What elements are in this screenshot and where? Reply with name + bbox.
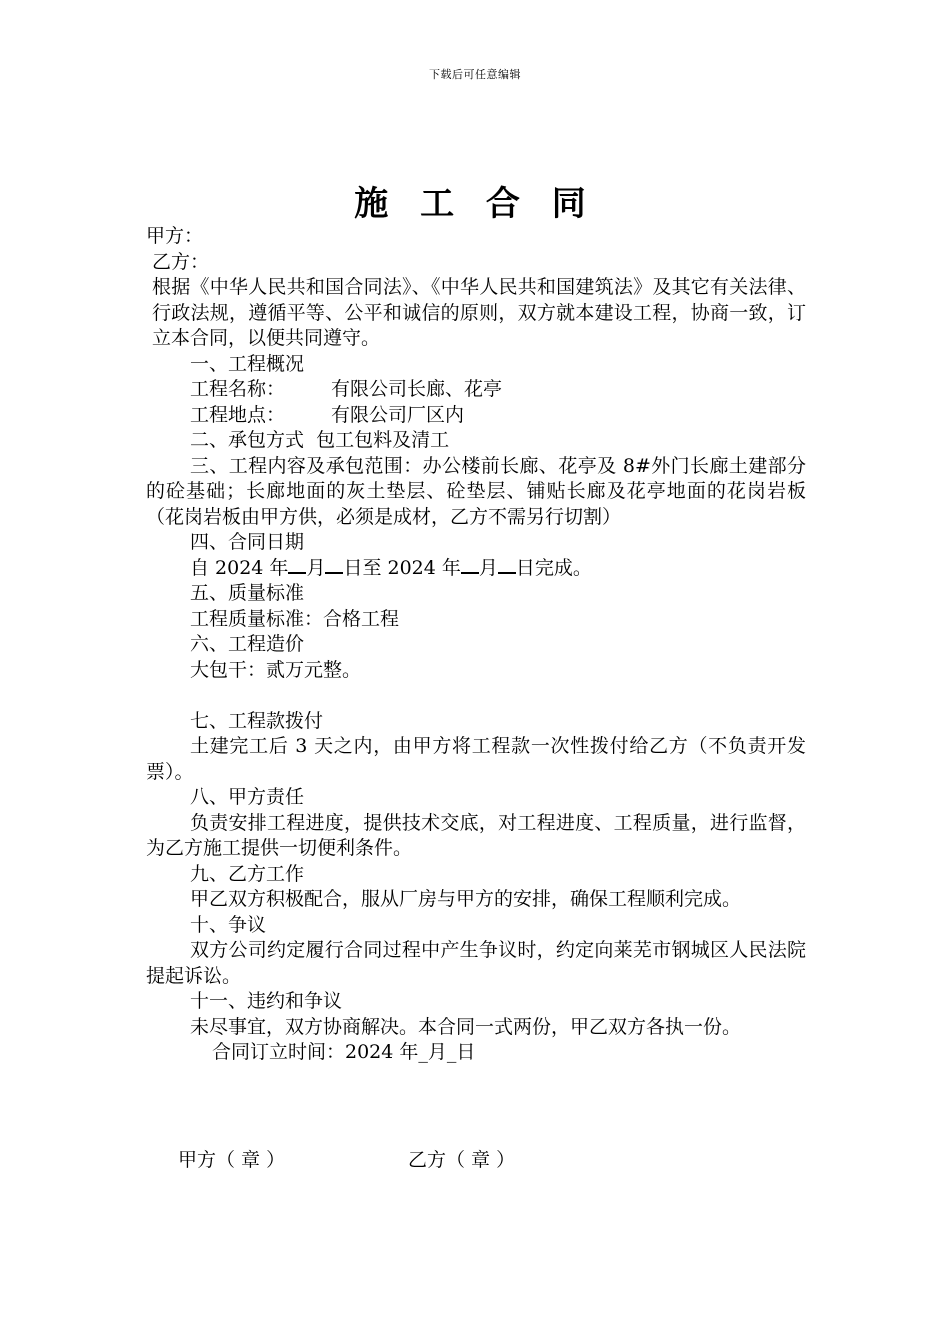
section-9-paragraph: 甲乙双方积极配合，服从厂房与甲方的安排，确保工程顺利完成。 <box>190 888 742 910</box>
section-2-line: 二、承包方式 包工包料及清工 <box>190 429 450 451</box>
contract-period-line <box>146 556 806 582</box>
section-4-heading: 四、合同日期 <box>190 531 305 553</box>
contract-body <box>146 224 806 1066</box>
party-b-seal: 乙方（ 章 ） <box>408 1149 516 1171</box>
project-name-value: 有限公司长廊、花亭 <box>331 378 503 400</box>
section-3-paragraph: 三、工程内容及承包范围：办公楼前长廊、花亭及 8#外门长廊土建部分的砼基础；长廊地面的灰土垫层、砼垫层、铺贴长廊及花亭地面的花岗岩板（花岗岩板由甲方供，必须是成材，乙方不需另行切割） <box>146 454 806 528</box>
month-blank-1 <box>288 558 306 574</box>
seal-row <box>178 1145 516 1172</box>
section-9-heading: 九、乙方工作 <box>190 862 305 885</box>
month-blank-2 <box>461 558 479 574</box>
project-place-line <box>146 403 806 429</box>
party-a-line: 甲方： <box>146 225 204 247</box>
project-name-label: 工程名称： <box>190 378 286 400</box>
party-a-seal: 甲方（ 章 ） <box>178 1149 286 1171</box>
period-text-c: 日至 2024 年 <box>343 556 461 579</box>
period-text-d: 月 <box>478 556 498 579</box>
preamble-paragraph: 根据《中华人民共和国合同法》、《中华人民共和国建筑法》及其它有关法律、行政法规，遵循平等、公平和诚信的原则，双方就本建设工程，协商一致，订立本合同，以便共同遵守。 <box>152 276 806 349</box>
period-text-e: 日完成。 <box>515 556 592 579</box>
project-place-label: 工程地点： <box>190 403 286 426</box>
section-11-paragraph: 未尽事宜，双方协商解决。本合同一式两份，甲乙双方各执一份。 <box>190 1015 742 1038</box>
project-name-line <box>146 377 806 403</box>
signing-date-line: 合同订立时间：2024 年_月_日 <box>212 1041 476 1063</box>
section-10-heading: 十、争议 <box>190 913 267 936</box>
quality-standard-line: 工程质量标准：合格工程 <box>190 607 400 630</box>
section-7-heading: 七、工程款拨付 <box>190 709 324 732</box>
party-b-line: 乙方： <box>152 250 210 273</box>
section-8-heading: 八、甲方责任 <box>190 786 305 808</box>
section-11-heading: 十一、违约和争议 <box>190 990 343 1012</box>
section-6-heading: 六、工程造价 <box>190 633 305 655</box>
period-text-a: 自 2024 年 <box>190 556 289 579</box>
section-7-paragraph: 土建完工后 3 天之内，由甲方将工程款一次性拨付给乙方（不负责开发票）。 <box>146 735 806 783</box>
section-1-heading: 一、工程概况 <box>190 352 305 375</box>
period-text-b: 月 <box>306 556 326 579</box>
header-note: 下载后可任意编辑 <box>429 68 521 81</box>
blank-gap <box>146 683 806 709</box>
contract-price-line: 大包干：贰万元整。 <box>190 658 362 681</box>
section-8-paragraph: 负责安排工程进度，提供技术交底，对工程进度、工程质量，进行监督，为乙方施工提供一切便利条件。 <box>146 811 806 859</box>
document-title: 施 工 合 同 <box>354 184 596 224</box>
section-5-heading: 五、质量标准 <box>190 582 305 604</box>
section-10-paragraph: 双方公司约定履行合同过程中产生争议时，约定向莱芜市钢城区人民法院提起诉讼。 <box>146 939 806 987</box>
project-place-value: 有限公司厂区内 <box>331 403 465 426</box>
day-blank-1 <box>325 558 343 574</box>
day-blank-2 <box>498 558 516 574</box>
